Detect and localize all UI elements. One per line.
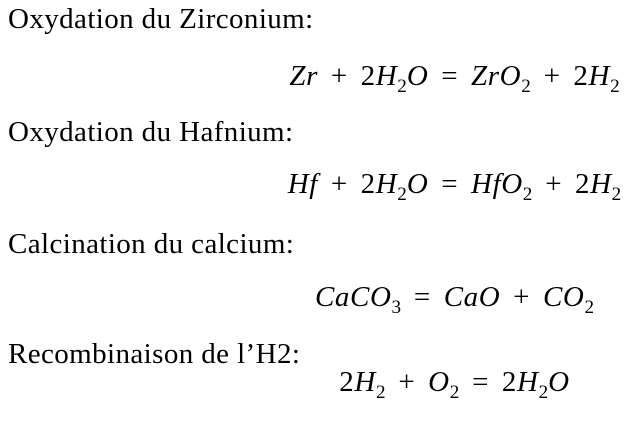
equation-subscript: 2 xyxy=(375,381,386,403)
equation-term: O xyxy=(406,60,429,92)
equation-subscript: 2 xyxy=(610,75,620,97)
equation-term: O xyxy=(406,168,429,200)
equation-term: Hf xyxy=(287,168,318,200)
equation-term: O xyxy=(428,366,450,398)
equation-term: CaCO xyxy=(314,281,392,313)
equation-term: + xyxy=(385,366,429,398)
equation-term: O xyxy=(548,366,570,398)
equation-term: CO xyxy=(542,281,585,313)
equation-term: H xyxy=(354,366,376,398)
equation-content xyxy=(314,281,595,318)
equation-subscript: 2 xyxy=(522,183,533,205)
equation-term: = xyxy=(401,281,444,313)
equation-term: HfO xyxy=(471,168,523,200)
equation-term: Zr xyxy=(289,60,318,92)
section-heading-oxydation-hafnium: Oxydation du Hafnium: xyxy=(8,116,294,148)
equation-subscript: 2 xyxy=(521,75,531,97)
equation-term: = xyxy=(428,168,472,200)
equation-h2 xyxy=(280,365,629,403)
equation-term: = 2 xyxy=(459,366,518,398)
equation-content xyxy=(287,168,622,205)
equation-term: + 2 xyxy=(530,60,589,92)
equation-term: H xyxy=(588,60,611,92)
equation-calcium xyxy=(280,280,629,318)
equation-term: H xyxy=(590,168,612,200)
equation-subscript: 2 xyxy=(449,381,460,403)
equation-term: + 2 xyxy=(317,168,376,200)
equation-zirconium xyxy=(280,59,629,97)
equation-term: ZrO xyxy=(471,60,522,92)
equation-subscript: 2 xyxy=(397,75,407,97)
equation-term: H xyxy=(375,60,398,92)
equation-subscript: 2 xyxy=(538,381,549,403)
equation-term: 2 xyxy=(339,366,355,398)
equation-term: + 2 xyxy=(532,168,591,200)
section-heading-calcination-calcium: Calcination du calcium: xyxy=(8,228,295,260)
equation-term: H xyxy=(375,168,398,200)
equation-term: CaO xyxy=(443,281,501,313)
section-heading-oxydation-zirconium: Oxydation du Zirconium: xyxy=(8,3,314,35)
equation-content xyxy=(339,366,570,403)
equation-term: H xyxy=(517,366,539,398)
section-heading-recombinaison-h2: Recombinaison de l’H2: xyxy=(8,338,301,370)
equation-subscript: 2 xyxy=(397,183,407,205)
equation-hafnium xyxy=(280,167,629,205)
equation-content xyxy=(289,60,620,97)
equation-term: + xyxy=(500,281,543,313)
equation-subscript: 3 xyxy=(391,296,402,318)
equation-term: + 2 xyxy=(317,60,376,92)
equation-subscript: 2 xyxy=(611,183,622,205)
equation-subscript: 2 xyxy=(584,296,595,318)
equation-term: = xyxy=(428,60,472,92)
